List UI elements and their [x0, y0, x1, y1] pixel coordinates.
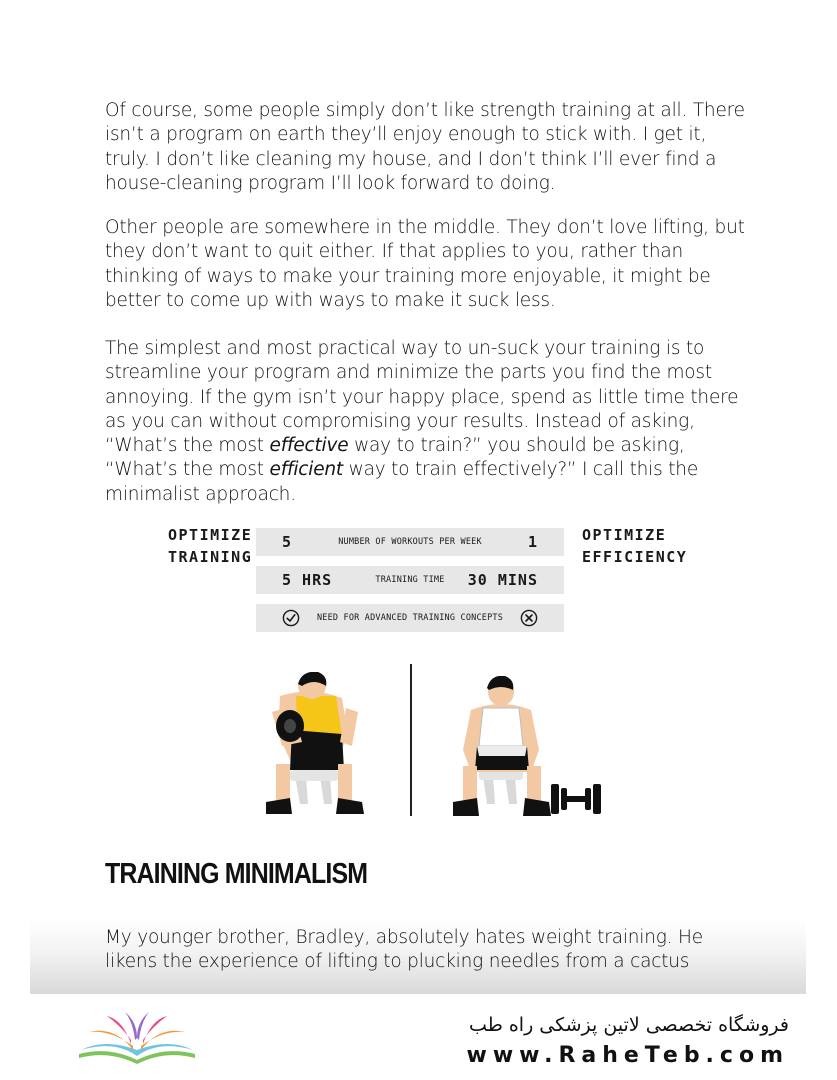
- store-url-link[interactable]: www.RaheTeb.com: [466, 1043, 789, 1068]
- open-book-logo-icon: [75, 1010, 200, 1066]
- x-circle-icon: [520, 609, 538, 627]
- check-circle-icon: [282, 609, 300, 627]
- paragraph-3-part-3: way to train effectively?” I call this the minimalist approach.: [105, 459, 699, 505]
- comparison-row-label: TRAINING TIME: [375, 575, 445, 585]
- emphasis-effective: effective: [269, 435, 349, 457]
- comparison-row-concepts: [256, 604, 564, 632]
- comparison-row-time: [256, 566, 564, 594]
- training-value: 5: [282, 533, 293, 551]
- optimize-efficiency-label: OPTIMIZE EFFICIENCY: [582, 526, 688, 566]
- paragraph-3: [105, 337, 745, 507]
- section-title: TRAINING MINIMALISM: [105, 858, 368, 890]
- vertical-divider: [410, 664, 412, 816]
- paragraph-2: Other people are somewhere in the middle. They don’t love lifting, but they don’t want to quit either. If that applies to you, rather than thinking of ways to make your training more enjoyable, it might be better to come up with ways to make it suck less.: [105, 217, 745, 311]
- efficiency-value: 1: [527, 533, 538, 551]
- paragraph-3-part-2: way to train?” you should be asking, “What’s the most: [105, 435, 685, 481]
- paragraph-4: My younger brother, Bradley, absolutely hates weight training. He likens the experience of lifting to plucking needles from a cactus: [105, 927, 703, 973]
- paragraph-3-part-1: The simplest and most practical way to un-suck your training is to streamline your program and minimize the parts you find the most annoying. If the gym isn’t your happy place, spend as little time there as you can without compromising your results. Instead of asking, “What’s the most: [105, 338, 739, 457]
- optimize-training-label: OPTIMIZE TRAINING: [168, 526, 253, 566]
- comparison-row-workouts: [256, 528, 564, 556]
- training-value: 5 HRS: [282, 571, 333, 589]
- dumbbell-curl-figure-icon: [262, 672, 372, 818]
- paragraph-1: Of course, some people simply don’t like strength training at all. There isn’t a program on earth they’ll enjoy enough to stick with. I get it, truly. I don’t like cleaning my house, and I don’t think I’ll ever find a house-cleaning program I’ll look forward to doing.: [105, 100, 745, 194]
- comparison-row-label: NEED FOR ADVANCED TRAINING CONCEPTS: [316, 613, 504, 623]
- store-name: فروشگاه تخصصی لاتین پزشکی راه طب: [469, 1014, 789, 1036]
- emphasis-efficient: efficient: [269, 459, 343, 481]
- comparison-row-label: NUMBER OF WORKOUTS PER WEEK: [338, 537, 482, 547]
- efficiency-value: 30 MINS: [467, 571, 538, 589]
- resting-figure-icon: [447, 676, 607, 818]
